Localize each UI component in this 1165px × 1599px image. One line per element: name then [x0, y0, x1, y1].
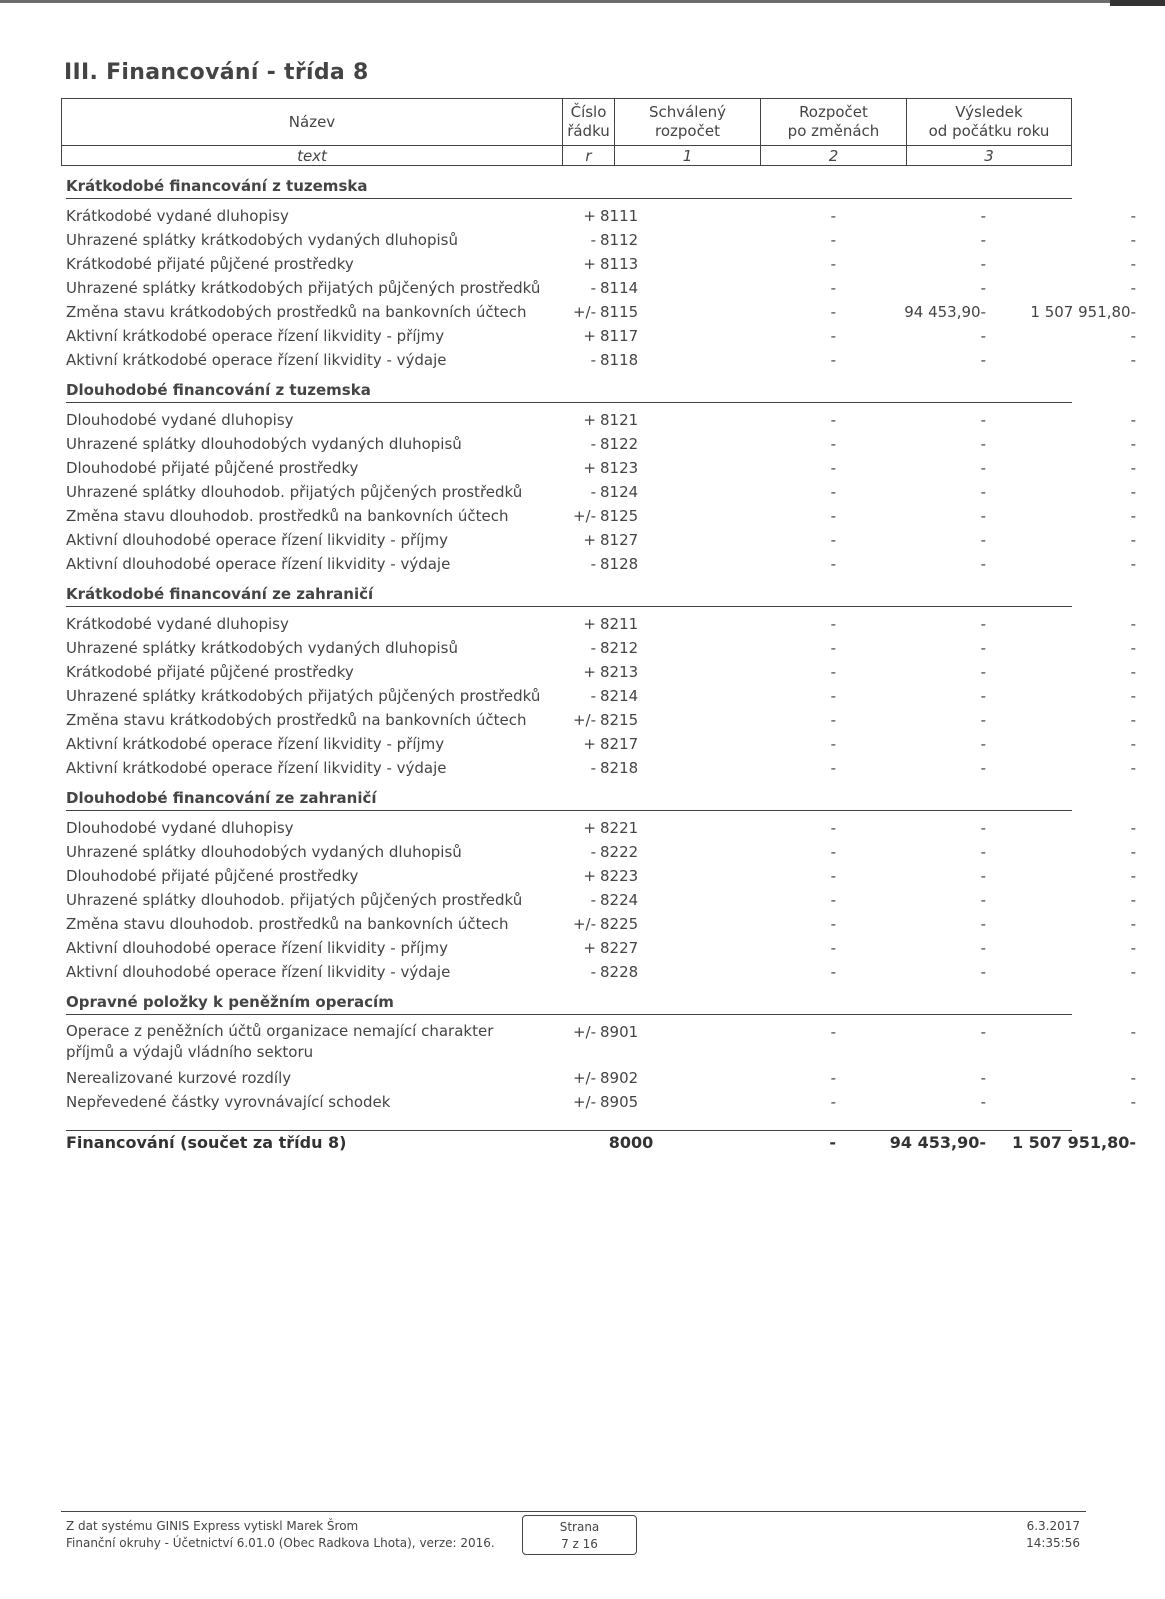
row-sign: - [590, 351, 596, 369]
row-label: Uhrazené splátky dlouhodob. přijatých půjčených prostředků [66, 483, 523, 501]
footer-timestamp [980, 1518, 1080, 1552]
row-approved-budget: - [830, 435, 836, 453]
row-code: 8215 [600, 711, 639, 729]
row-budget-after-changes: - [980, 555, 986, 573]
page-edge [0, 0, 1165, 3]
row-sign: + [583, 615, 596, 633]
row-code: 8127 [600, 531, 639, 549]
subheader-2: 2 [760, 145, 906, 165]
table-row [66, 937, 1136, 959]
table-row [66, 637, 1136, 659]
row-result: - [1130, 711, 1136, 729]
row-result: - [1130, 231, 1136, 249]
row-approved-budget: - [830, 759, 836, 777]
row-label: Nerealizované kurzové rozdíly [66, 1069, 292, 1087]
section-heading: Krátkodobé financování z tuzemska [66, 176, 1072, 199]
table-row [66, 613, 1136, 635]
row-result: - [1130, 843, 1136, 861]
row-approved-budget: - [830, 891, 836, 909]
row-approved-budget: - [830, 507, 836, 525]
table-row [66, 349, 1136, 371]
row-result: - [1130, 507, 1136, 525]
table-row [66, 733, 1136, 755]
row-result: - [1130, 555, 1136, 573]
subheader-1: 1 [614, 145, 760, 165]
row-sign: +/- [572, 1093, 596, 1111]
row-result: - [1130, 255, 1136, 273]
row-sign: - [590, 963, 596, 981]
row-code: 8111 [600, 207, 639, 225]
row-label: Aktivní krátkodobé operace řízení likvidity - výdaje [66, 351, 447, 369]
table-row [66, 301, 1136, 323]
total-row [66, 1130, 1136, 1155]
row-sign: - [590, 435, 596, 453]
row-result: - [1130, 615, 1136, 633]
row-budget-after-changes: - [980, 255, 986, 273]
row-code: 8222 [600, 843, 639, 861]
row-budget-after-changes: - [980, 351, 986, 369]
row-approved-budget: - [830, 531, 836, 549]
page-edge-mark [1110, 0, 1165, 6]
section-heading: Opravné položky k peněžním operacím [66, 992, 1072, 1015]
row-result: - [1130, 867, 1136, 885]
row-label: Dlouhodobé vydané dluhopisy [66, 819, 294, 837]
table-row [66, 553, 1136, 575]
row-approved-budget: - [830, 687, 836, 705]
row-result: - [1130, 531, 1136, 549]
row-sign: +/- [572, 915, 596, 933]
table-row [66, 457, 1136, 479]
row-code: 8225 [600, 915, 639, 933]
row-result: - [1130, 1069, 1136, 1087]
row-sign: - [590, 231, 596, 249]
table-row [66, 841, 1136, 863]
row-label: Změna stavu dlouhodob. prostředků na bankovních účtech [66, 915, 509, 933]
row-label: Změna stavu dlouhodob. prostředků na bankovních účtech [66, 507, 509, 525]
row-sign: + [583, 531, 596, 549]
table-row [66, 757, 1136, 779]
row-result: - [1130, 939, 1136, 957]
subheader-text: text [62, 145, 562, 165]
row-approved-budget: - [830, 663, 836, 681]
row-code: 8214 [600, 687, 639, 705]
print-date: 6.3.2017 [1026, 1519, 1080, 1533]
row-result: - [1130, 459, 1136, 477]
row-label: Dlouhodobé vydané dluhopisy [66, 411, 294, 429]
row-code: 8212 [600, 639, 639, 657]
row-code: 8228 [600, 963, 639, 981]
table-row [66, 709, 1136, 731]
row-budget-after-changes: - [980, 735, 986, 753]
row-code: 8118 [600, 351, 639, 369]
row-code: 8114 [600, 279, 639, 297]
row-approved-budget: - [830, 483, 836, 501]
row-label: Uhrazené splátky krátkodobých přijatých půjčených prostředků [66, 279, 541, 297]
row-result: - [1130, 891, 1136, 909]
row-result: - [1130, 351, 1136, 369]
row-result: - [1130, 1023, 1136, 1041]
page-number-box [522, 1515, 637, 1555]
row-budget-after-changes: - [980, 507, 986, 525]
table-row [66, 205, 1136, 227]
row-budget-after-changes: - [980, 1093, 986, 1111]
row-budget-after-changes: - [980, 327, 986, 345]
table-row [66, 277, 1136, 299]
table-row [66, 817, 1136, 839]
row-budget-after-changes: - [980, 531, 986, 549]
table-header [61, 98, 1072, 166]
table-row [66, 529, 1136, 551]
table-row [66, 1021, 1136, 1065]
row-label: Uhrazené splátky dlouhodobých vydaných dluhopisů [66, 435, 462, 453]
row-code: 8115 [600, 303, 639, 321]
row-approved-budget: - [830, 867, 836, 885]
row-budget-after-changes: - [980, 867, 986, 885]
row-result: - [1130, 435, 1136, 453]
table-row [66, 1067, 1136, 1089]
row-code: 8227 [600, 939, 639, 957]
table-row [66, 505, 1136, 527]
subheader-3: 3 [906, 145, 1071, 165]
row-code: 8221 [600, 819, 639, 837]
row-budget-after-changes: - [980, 1069, 986, 1087]
row-approved-budget: - [830, 459, 836, 477]
footer-divider [61, 1511, 1086, 1512]
row-code: 8124 [600, 483, 639, 501]
row-label: Aktivní krátkodobé operace řízení likvidity - příjmy [66, 735, 445, 753]
row-result: - [1130, 639, 1136, 657]
row-result: - [1130, 411, 1136, 429]
row-label: Uhrazené splátky dlouhodob. přijatých půjčených prostředků [66, 891, 523, 909]
row-approved-budget: - [830, 963, 836, 981]
row-sign: + [583, 663, 596, 681]
row-approved-budget: - [830, 207, 836, 225]
row-sign: +/- [572, 303, 596, 321]
row-approved-budget: - [830, 615, 836, 633]
row-budget-after-changes: - [980, 819, 986, 837]
row-sign: - [590, 279, 596, 297]
print-time: 14:35:56 [1026, 1536, 1080, 1550]
row-label: Dlouhodobé přijaté půjčené prostředky [66, 867, 359, 885]
row-label: Změna stavu krátkodobých prostředků na bankovních účtech [66, 711, 527, 729]
table-row [66, 253, 1136, 275]
row-sign: - [590, 843, 596, 861]
page-label: Strana [559, 1520, 600, 1534]
row-budget-after-changes: - [980, 843, 986, 861]
row-sign: - [590, 891, 596, 909]
header-result-ytd: Výsledek od počátku roku [906, 99, 1071, 145]
row-sign: - [590, 483, 596, 501]
row-budget-after-changes: - [980, 639, 986, 657]
row-sign: +/- [572, 711, 596, 729]
row-approved-budget: - [830, 915, 836, 933]
row-approved-budget: - [830, 939, 836, 957]
row-code: 8218 [600, 759, 639, 777]
row-code: 8113 [600, 255, 639, 273]
header-budget-after-changes: Rozpočet po změnách [760, 99, 906, 145]
row-label: Aktivní dlouhodobé operace řízení likvidity - výdaje [66, 555, 451, 573]
row-sign: + [583, 411, 596, 429]
row-result: - [1130, 483, 1136, 501]
row-sign: + [583, 939, 596, 957]
row-budget-after-changes: - [980, 231, 986, 249]
row-code: 8112 [600, 231, 639, 249]
row-budget-after-changes: - [980, 435, 986, 453]
row-code: 8123 [600, 459, 639, 477]
subheader-r: r [562, 145, 614, 165]
row-label: Krátkodobé přijaté půjčené prostředky [66, 663, 354, 681]
row-label: Aktivní dlouhodobé operace řízení likvidity - výdaje [66, 963, 451, 981]
row-label: Krátkodobé vydané dluhopisy [66, 207, 289, 225]
row-label: Uhrazené splátky krátkodobých přijatých půjčených prostředků [66, 687, 541, 705]
row-code: 8217 [600, 735, 639, 753]
row-result: 1 507 951,80- [1030, 303, 1136, 321]
row-approved-budget: - [830, 231, 836, 249]
header-row-number: Číslo řádku [562, 99, 614, 145]
row-label: Nepřevedené částky vyrovnávající schodek [66, 1093, 391, 1111]
row-result: - [1130, 687, 1136, 705]
row-label: Uhrazené splátky krátkodobých vydaných dluhopisů [66, 639, 458, 657]
row-result: - [1130, 279, 1136, 297]
table-row [66, 865, 1136, 887]
table-row [66, 433, 1136, 455]
row-sign: +/- [572, 507, 596, 525]
table-row [66, 913, 1136, 935]
table-row [66, 409, 1136, 431]
row-sign: + [583, 735, 596, 753]
row-approved-budget: - [830, 711, 836, 729]
total-label: Financování (součet za třídu 8) [66, 1133, 347, 1152]
row-budget-after-changes: 94 453,90- [904, 303, 986, 321]
row-approved-budget: - [830, 1093, 836, 1111]
row-budget-after-changes: - [980, 483, 986, 501]
row-approved-budget: - [830, 255, 836, 273]
row-approved-budget: - [830, 351, 836, 369]
page-title: III. Financování - třída 8 [64, 60, 369, 85]
row-result: - [1130, 663, 1136, 681]
row-code: 8128 [600, 555, 639, 573]
row-budget-after-changes: - [980, 663, 986, 681]
row-label: Krátkodobé vydané dluhopisy [66, 615, 289, 633]
row-code: 8902 [600, 1069, 639, 1087]
table-row [66, 325, 1136, 347]
row-sign: - [590, 687, 596, 705]
row-approved-budget: - [830, 279, 836, 297]
row-code: 8223 [600, 867, 639, 885]
row-budget-after-changes: - [980, 279, 986, 297]
row-sign: + [583, 327, 596, 345]
row-budget-after-changes: - [980, 939, 986, 957]
row-budget-after-changes: - [980, 1023, 986, 1041]
row-label: Operace z peněžních účtů organizace nemající charakter příjmů a výdajů vládního sektoru [66, 1022, 494, 1061]
row-sign: + [583, 819, 596, 837]
row-result: - [1130, 207, 1136, 225]
row-result: - [1130, 759, 1136, 777]
row-budget-after-changes: - [980, 459, 986, 477]
row-approved-budget: - [830, 303, 836, 321]
table-row [66, 661, 1136, 683]
section-heading: Krátkodobé financování ze zahraničí [66, 584, 1072, 607]
row-approved-budget: - [830, 327, 836, 345]
table-row [66, 229, 1136, 251]
row-budget-after-changes: - [980, 615, 986, 633]
row-label: Změna stavu krátkodobých prostředků na bankovních účtech [66, 303, 527, 321]
total-after-changes: 94 453,90- [889, 1133, 986, 1152]
row-code: 8905 [600, 1093, 639, 1111]
row-approved-budget: - [830, 819, 836, 837]
row-code: 8125 [600, 507, 639, 525]
table-row [66, 961, 1136, 983]
row-result: - [1130, 1093, 1136, 1111]
row-budget-after-changes: - [980, 963, 986, 981]
row-code: 8122 [600, 435, 639, 453]
row-approved-budget: - [830, 411, 836, 429]
total-code: 8000 [608, 1133, 654, 1152]
row-approved-budget: - [830, 1023, 836, 1041]
row-sign: + [583, 459, 596, 477]
row-approved-budget: - [830, 843, 836, 861]
row-code: 8901 [600, 1023, 639, 1041]
table-row [66, 1091, 1136, 1113]
section-heading: Dlouhodobé financování z tuzemska [66, 380, 1072, 403]
row-result: - [1130, 963, 1136, 981]
table-row [66, 685, 1136, 707]
header-approved-budget: Schválený rozpočet [614, 99, 760, 145]
row-budget-after-changes: - [980, 687, 986, 705]
row-budget-after-changes: - [980, 891, 986, 909]
row-code: 8211 [600, 615, 639, 633]
row-budget-after-changes: - [980, 411, 986, 429]
row-approved-budget: - [830, 639, 836, 657]
row-label: Krátkodobé přijaté půjčené prostředky [66, 255, 354, 273]
row-result: - [1130, 327, 1136, 345]
row-approved-budget: - [830, 1069, 836, 1087]
row-code: 8224 [600, 891, 639, 909]
table-row [66, 481, 1136, 503]
table-row [66, 889, 1136, 911]
section-heading: Dlouhodobé financování ze zahraničí [66, 788, 1072, 811]
row-budget-after-changes: - [980, 711, 986, 729]
row-code: 8121 [600, 411, 639, 429]
row-label: Aktivní krátkodobé operace řízení likvidity - výdaje [66, 759, 447, 777]
row-approved-budget: - [830, 735, 836, 753]
row-label: Dlouhodobé přijaté půjčené prostředky [66, 459, 359, 477]
row-budget-after-changes: - [980, 759, 986, 777]
row-label: Uhrazené splátky dlouhodobých vydaných dluhopisů [66, 843, 462, 861]
row-sign: - [590, 759, 596, 777]
row-result: - [1130, 915, 1136, 933]
row-sign: - [590, 555, 596, 573]
row-budget-after-changes: - [980, 915, 986, 933]
row-sign: - [590, 639, 596, 657]
row-code: 8213 [600, 663, 639, 681]
row-sign: + [583, 867, 596, 885]
page-value: 7 z 16 [561, 1537, 598, 1551]
row-code: 8117 [600, 327, 639, 345]
row-sign: + [583, 255, 596, 273]
row-result: - [1130, 819, 1136, 837]
footer-print-info: Z dat systému GINIS Express vytiskl Marek Šrom Finanční okruhy - Účetnictví 6.01.0 (Obec Radkova Lhota), verze: 2016. [66, 1519, 495, 1550]
row-sign: +/- [572, 1069, 596, 1087]
row-label: Aktivní dlouhodobé operace řízení likvidity - příjmy [66, 531, 448, 549]
row-label: Aktivní krátkodobé operace řízení likvidity - příjmy [66, 327, 445, 345]
row-sign: +/- [572, 1023, 596, 1041]
row-sign: + [583, 207, 596, 225]
row-approved-budget: - [830, 555, 836, 573]
total-approved: - [829, 1133, 836, 1152]
row-result: - [1130, 735, 1136, 753]
row-budget-after-changes: - [980, 207, 986, 225]
header-name: Název [288, 112, 336, 131]
row-label: Uhrazené splátky krátkodobých vydaných dluhopisů [66, 231, 458, 249]
total-result: 1 507 951,80- [1011, 1133, 1136, 1152]
row-label: Aktivní dlouhodobé operace řízení likvidity - příjmy [66, 939, 448, 957]
